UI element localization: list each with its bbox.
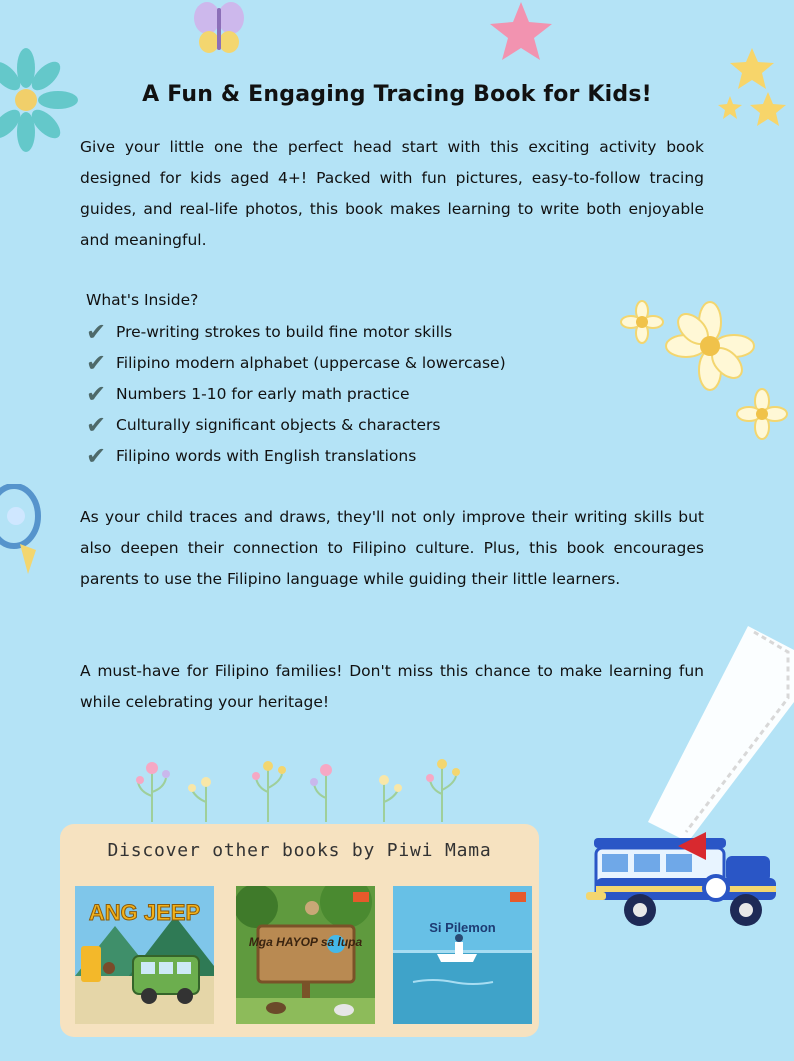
- checkmark-icon: ✔: [86, 441, 107, 470]
- badge-icon: [353, 892, 369, 902]
- animals-cover-icon: [236, 886, 375, 1024]
- other-books-panel: [60, 824, 539, 1037]
- checkmark-icon: ✔: [86, 379, 107, 408]
- wildflowers-icon: [130, 752, 470, 824]
- list-item: [86, 378, 646, 409]
- whats-inside-title: What's Inside?: [86, 291, 199, 309]
- list-item-label: Pre-writing strokes to build fine motor skills: [116, 322, 453, 341]
- pencil-icon: [628, 622, 794, 842]
- list-item: [86, 440, 646, 471]
- butterfly-icon: [192, 0, 246, 56]
- list-item-label: Filipino words with English translations: [116, 446, 417, 465]
- checkmark-icon: ✔: [86, 317, 107, 346]
- whats-inside-section: [86, 285, 646, 471]
- book-cover-mga-hayop[interactable]: [236, 886, 375, 1024]
- other-books-title: Discover other books by Piwi Mama: [107, 840, 492, 861]
- star-icon: [486, 0, 556, 62]
- book-cover-si-pilemon[interactable]: [393, 886, 532, 1024]
- checkmark-icon: ✔: [86, 410, 107, 439]
- page-title: A Fun & Engaging Tracing Book for Kids!: [142, 82, 652, 107]
- book-cover-ang-jeep[interactable]: [75, 886, 214, 1024]
- book-title: Si Pilemon: [429, 920, 496, 935]
- list-item: [86, 316, 646, 347]
- list-item-label: Numbers 1-10 for early math practice: [116, 384, 410, 403]
- list-item-label: Filipino modern alphabet (uppercase & lowercase): [116, 353, 506, 372]
- book-title: Mga HAYOP sa lupa: [248, 935, 363, 949]
- checkmark-icon: ✔: [86, 348, 107, 377]
- intro-paragraph: Give your little one the perfect head start with this exciting activity book designed for kids aged 4+! Packed with fun pictures, easy-to-follow tracing guides, and real-life photos, this book makes learning to write both enjoyable and meaningful.: [80, 138, 704, 249]
- book-title: ANG JEEP: [88, 900, 201, 925]
- jeepney-icon: [586, 826, 776, 934]
- rocket-icon: [0, 484, 48, 580]
- call-to-action-paragraph: A must-have for Filipino families! Don't miss this chance to make learning fun while celebrating your heritage!: [80, 662, 704, 711]
- list-item-label: Culturally significant objects & characters: [116, 415, 441, 434]
- whats-inside-list: [86, 316, 646, 471]
- list-item: [86, 409, 646, 440]
- closing-paragraph: As your child traces and draws, they'll not only improve their writing skills but also deepen their connection to Filipino culture. Plus, this book encourages parents to use the Filipino language while guiding their little learners.: [80, 508, 704, 588]
- list-item: [86, 347, 646, 378]
- badge-icon: [510, 892, 526, 902]
- boat-cover-icon: [393, 886, 532, 1024]
